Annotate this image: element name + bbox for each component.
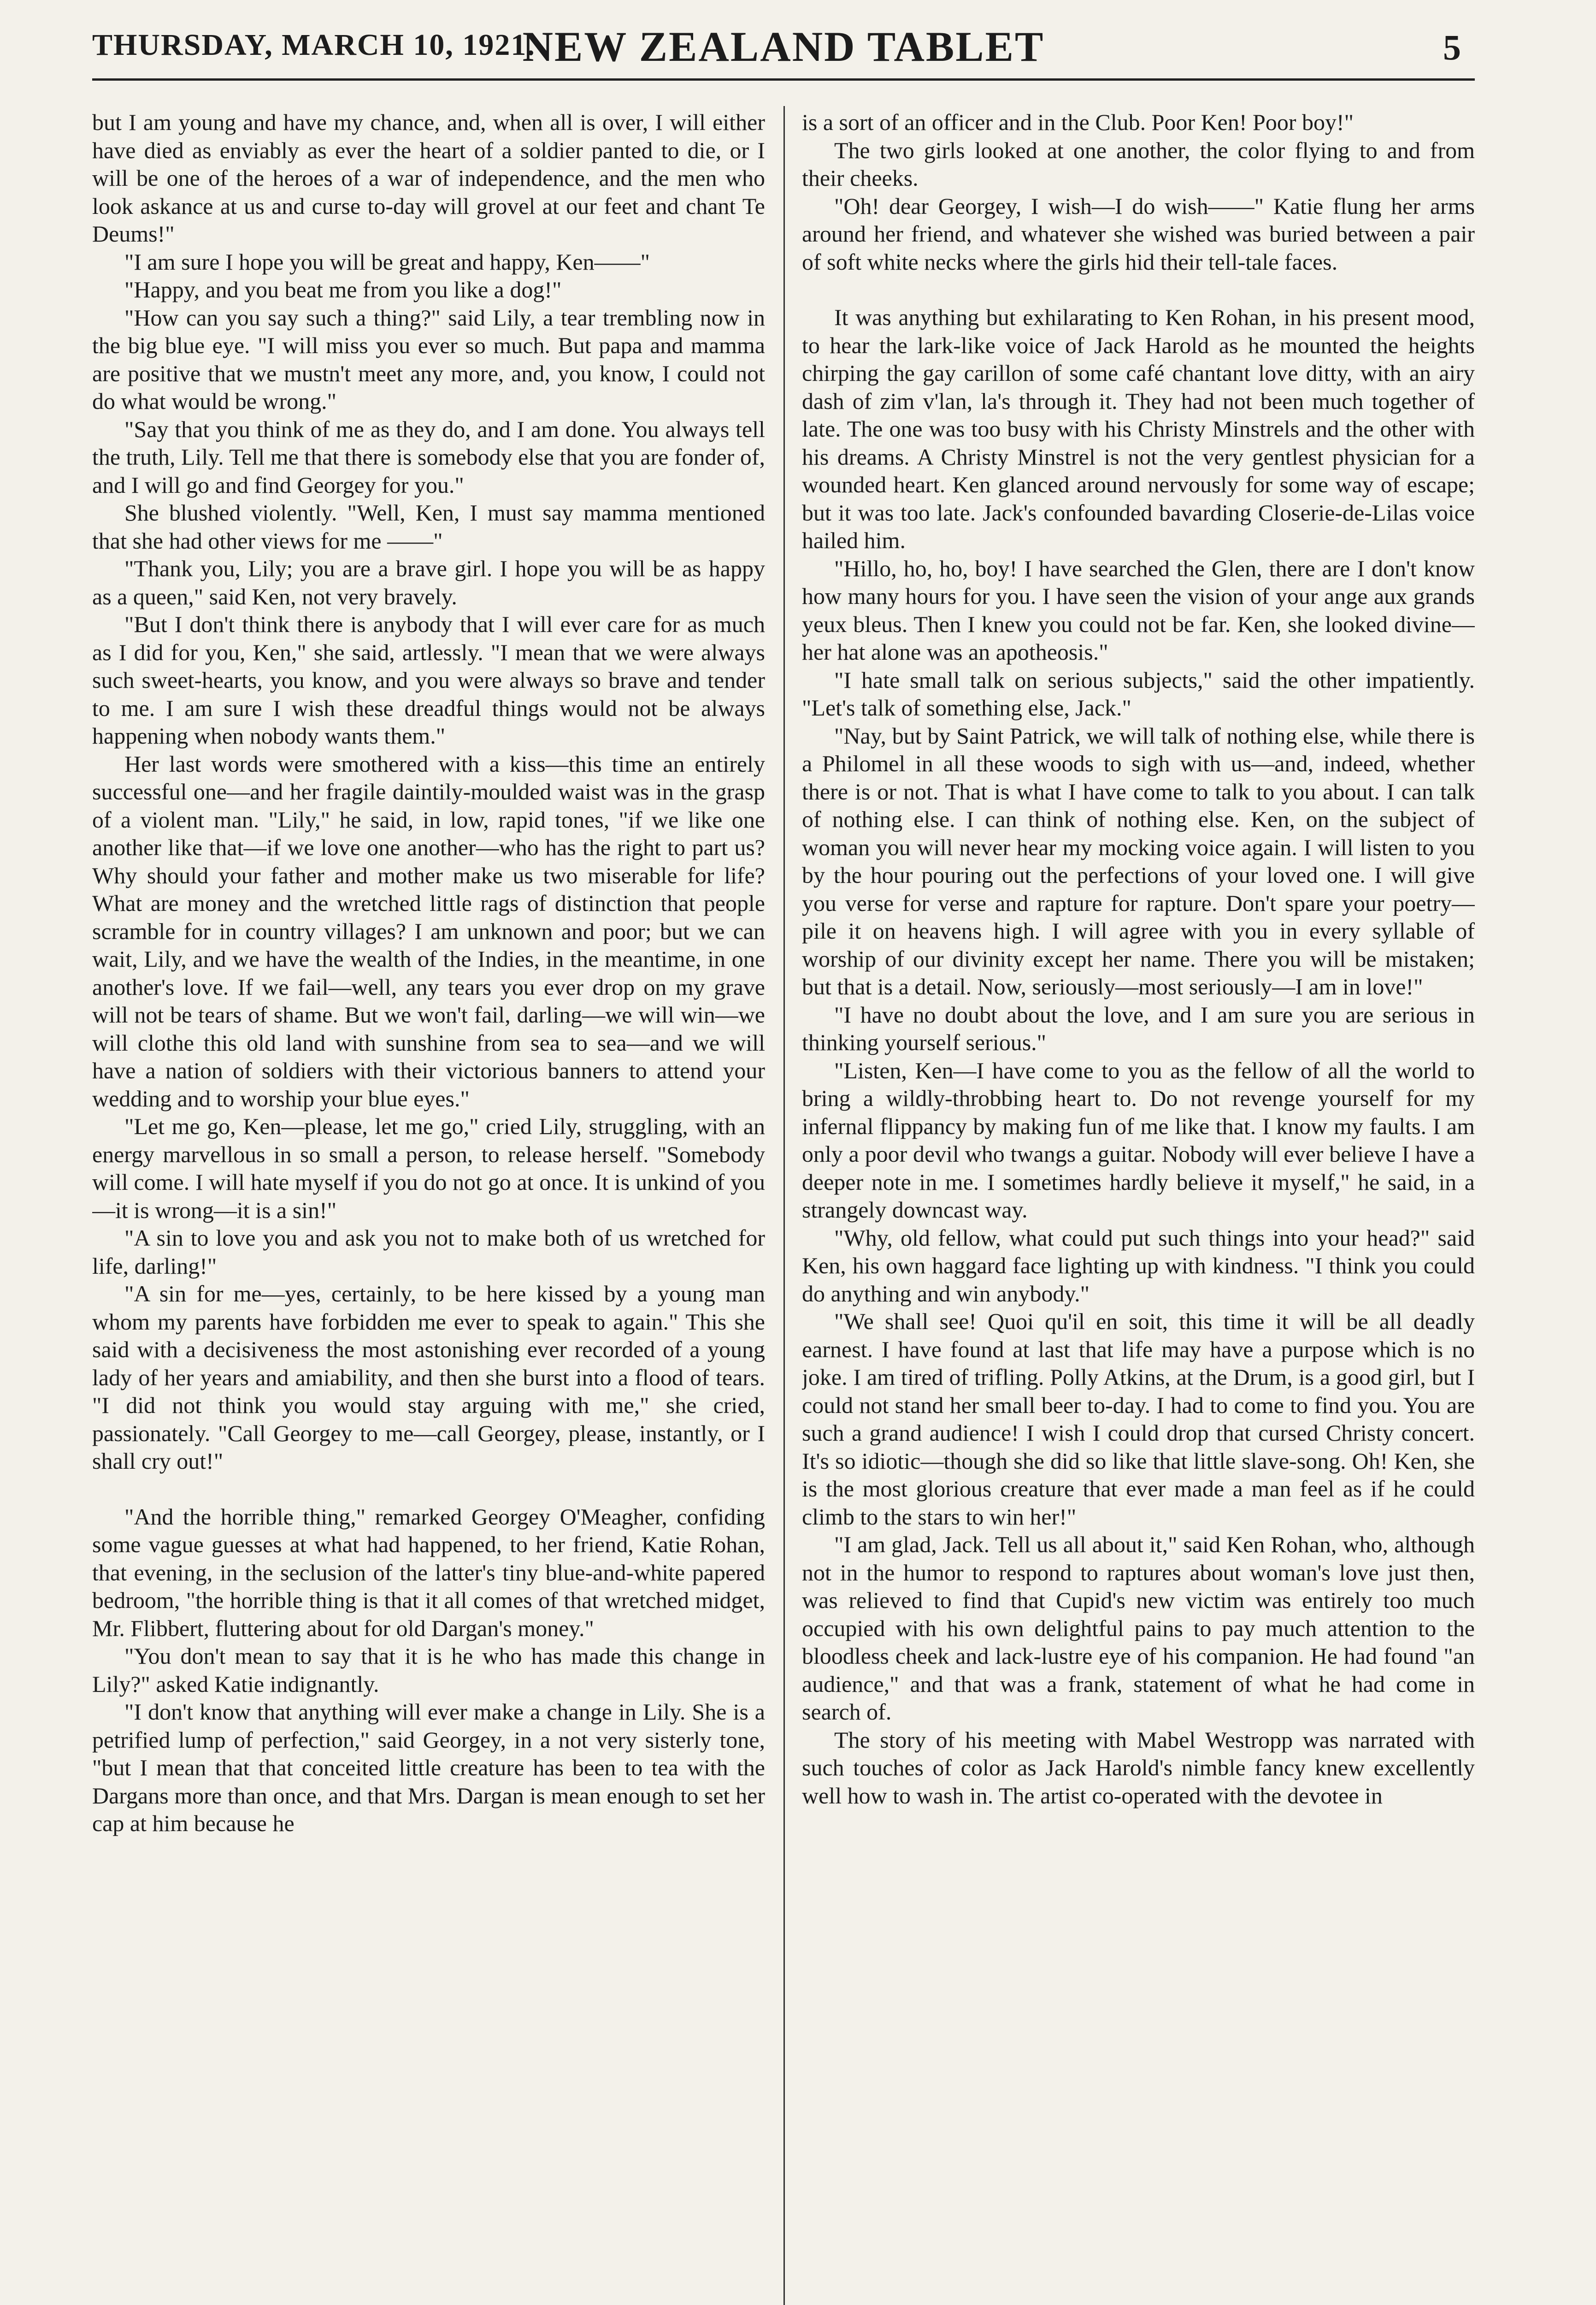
paragraph: The two girls looked at one another, the color flying to and from their cheeks. bbox=[802, 137, 1475, 191]
newspaper-page bbox=[92, 14, 1475, 2305]
paragraph: "Thank you, Lily; you are a brave girl. I hope you will be as happy as a queen," said Ken, not very bravely. bbox=[92, 556, 765, 609]
paragraph: but I am young and have my chance, and, when all is over, I will either have died as enviably as ever the heart of a soldier panted to die, or I will be one of the heroes of a war of independence, and the men who look askance at us and curse to-day will grovel at our feet and chant Te Deums!" bbox=[92, 109, 765, 247]
paragraph: The story of his meeting with Mabel Westropp was narrated with such touches of color as Jack Harold's nimble fancy knew excellently well how to wash in. The artist co-operated with the devotee in bbox=[802, 1726, 1475, 1809]
paragraph: "Let me go, Ken—please, let me go," cried Lily, struggling, with an energy marvellous in so small a person, to release herself. "Somebody will come. I will hate myself if you do not go at once. It is unkind of you—it is wrong—it is a sin!" bbox=[92, 1113, 765, 1223]
paragraph: "But I don't think there is anybody that I will ever care for as much as I did for you, Ken," she said, artlessly. "I mean that we were always such sweet-hearts, you know, and you were always so brave and tender to me. I am sure I wish these dreadful things would not be always happening when nobody wants them." bbox=[92, 611, 765, 749]
masthead-title: NEW ZEALAND TABLET bbox=[522, 23, 1045, 70]
paragraph: "Happy, and you beat me from you like a dog!" bbox=[124, 277, 562, 302]
paragraph: "Say that you think of me as they do, and I am done. You always tell the truth, Lily. Tell me that there is somebody else that you are fonder of, and I will go and find Georgey for you." bbox=[92, 416, 765, 498]
paragraph: "I hate small talk on serious subjects," said the other impatiently. "Let's talk of something else, Jack." bbox=[802, 667, 1475, 721]
paragraph: "I am glad, Jack. Tell us all about it," said Ken Rohan, who, although not in the humor to respond to raptures about woman's love just then, was relieved to find that Cupid's new victim was entirely too much occupied with his own delightful pains to pay much attention to the bloodless cheek and lack-lustre eye of his companion. He had found "an audience," and that was a frank, statement of what he had come in search of. bbox=[802, 1531, 1475, 1725]
right-column bbox=[802, 108, 1475, 2305]
paragraph: "A sin to love you and ask you not to make both of us wretched for life, darling!" bbox=[92, 1225, 765, 1279]
page-number: 5 bbox=[1443, 27, 1461, 67]
paragraph: "We shall see! Quoi qu'il en soit, this time it will be all deadly earnest. I have found at last that life may have a purpose which is no joke. I am tired of trifling. Polly Atkins, at the Drum, is a good girl, but I could not stand her small beer to-day. I had to come to find you. You are such a grand audience! I wish I could drop that cursed Christy concert. It's so idiotic—though she did so like that little slave-song. Oh! Ken, she is the most glorious creature that ever made a man feel as if he could climb to the stars to win her!" bbox=[802, 1308, 1475, 1530]
paragraph: "And the horrible thing," remarked Georgey O'Meagher, confiding some vague guesses at what had happened, to her friend, Katie Rohan, that evening, in the seclusion of the latter's tiny blue-and-white papered bedroom, "the horrible thing is that it all comes of that wretched midget, Mr. Flibbert, fluttering about for old Dargan's money." bbox=[92, 1503, 765, 1641]
paragraph: "How can you say such a thing?" said Lily, a tear trembling now in the big blue eye. "I will miss you ever so much. But papa and mamma are positive that we mustn't meet any more, and, you know, I could not do what would be wrong." bbox=[92, 304, 765, 414]
paragraph: She blushed violently. "Well, Ken, I must say mamma mentioned that she had other views for me ——" bbox=[92, 500, 765, 554]
paragraph: "I have no doubt about the love, and I am sure you are serious in thinking yourself serious." bbox=[802, 1001, 1475, 1055]
paragraph: It was anything but exhilarating to Ken Rohan, in his present mood, to hear the lark-like voice of Jack Harold as he mounted the heights chirping the gay carillon of some café chantant love ditty, with an airy dash of zim v'lan, la's through it. They had not been much together of late. The one was too busy with his Christy Minstrels and the other with his dreams. A Christy Minstrel is not the very gentlest physician for a wounded heart. Ken glanced around nervously for some way of escape; but it was too late. Jack's confounded bavarding Closerie-de-Lilas voice hailed him. bbox=[802, 304, 1475, 553]
paragraph: "Listen, Ken—I have come to you as the fellow of all the world to bring a wildly-throbbing heart to. Do not revenge yourself for my infernal flippancy by making fun of me like that. I know my faults. I am only a poor devil who twangs a guitar. Nobody will ever believe I have a deeper note in me. I sometimes hardly believe it myself," he said, in a strangely downcast way. bbox=[802, 1057, 1475, 1223]
header-rule bbox=[92, 78, 1475, 81]
paragraph: "Hillo, ho, ho, boy! I have searched the Glen, there are I don't know how many hours for you. I have seen the vision of your ange aux grands yeux bleus. Then I knew you could not be far. Ken, she looked divine—her hat alone was an apotheosis." bbox=[802, 555, 1475, 665]
page-header bbox=[92, 14, 1475, 83]
paragraph: "A sin for me—yes, certainly, to be here kissed by a young man whom my parents have forbidden me ever to speak to again." This she said with a decisiveness the most astonishing ever recorded of a young lady of her years and amiability, and then she burst into a flood of tears. "I did not think you would stay arguing with me," she cried, passionately. "Call Georgey to me—call Georgey, please, instantly, or I shall cry out!" bbox=[92, 1281, 765, 1474]
paragraph: is a sort of an officer and in the Club. Poor Ken! Poor boy!" bbox=[802, 109, 1354, 135]
column-divider bbox=[783, 106, 785, 2305]
paragraph: "Nay, but by Saint Patrick, we will talk of nothing else, while there is a Philomel in all these woods to sigh with us—and, indeed, whether there is or not. That is what I have come to talk to you about. I can talk of nothing else. I can think of nothing else. Ken, on the subject of woman you will never hear my mocking voice again. I will listen to you by the hour pouring out the perfections of your loved one. I will give you verse for verse and rapture for rapture. Don't spare your poetry—pile it on heavens high. I will agree with you in every syllable of worship of our divinity except her name. There you will be mistaken; but that is a detail. Now, seriously—most seriously—I am in love!" bbox=[802, 722, 1475, 999]
paragraph: "You don't mean to say that it is he who has made this change in Lily?" asked Katie indignantly. bbox=[92, 1643, 765, 1697]
issue-date: THURSDAY, MARCH 10, 1921. bbox=[92, 28, 536, 62]
paragraph: "I am sure I hope you will be great and happy, Ken——" bbox=[124, 248, 650, 275]
paragraph: "Oh! dear Georgey, I wish—I do wish——" Katie flung her arms around her friend, and whatever she wished was buried between a pair of soft white necks where the girls hid their tell-tale faces. bbox=[802, 193, 1475, 275]
paragraph: "Why, old fellow, what could put such things into your head?" said Ken, his own haggard face lighting up with kindness. "I think you could do anything and win anybody." bbox=[802, 1224, 1475, 1306]
left-column bbox=[92, 108, 765, 2305]
paragraph: "I don't know that anything will ever make a change in Lily. She is a petrified lump of perfection," said Georgey, in a not very sisterly tone, "but I mean that that conceited little creature has been to tea with the Dargans more than once, and that Mrs. Dargan is mean enough to set her cap at him because he bbox=[92, 1699, 765, 1836]
paragraph: Her last words were smothered with a kiss—this time an entirely successful one—and her fragile daintily-moulded waist was in the grasp of a violent man. "Lily," he said, in low, rapid tones, "if we like one another like that—if we love one another—who has the right to part us? Why should your father and mother make us two miserable for life? What are money and the wretched little rags of distinction that people scramble for in country villages? I am unknown and poor; but we can wait, Lily, and we have the wealth of the Indies, in the meantime, in one another's love. If we fail—well, any tears you ever drop on my grave will not be tears of shame. But we won't fail, darling—we will win—we will clothe this old land with sunshine from sea to sea—and we will have a nation of soldiers with their victorious banners to attend your wedding and to worship your blue eyes." bbox=[92, 751, 765, 1111]
